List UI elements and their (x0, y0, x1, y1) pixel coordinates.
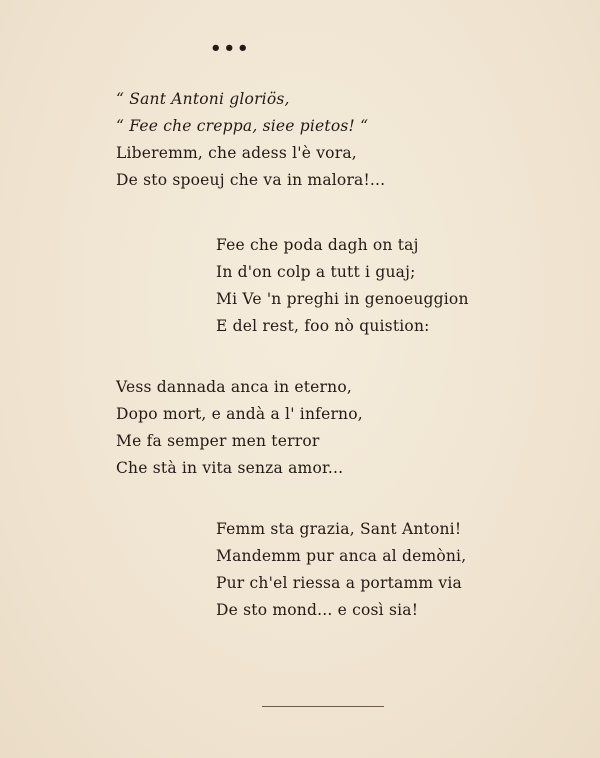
poem-line: E del rest, foo nò quistion: (216, 317, 430, 335)
poem-line: In d'on colp a tutt i guaj; (216, 263, 416, 281)
poem-line: Me fa semper men terror (116, 432, 320, 450)
stanza-1 (116, 86, 385, 194)
poem-line: “ Sant Antoni gloriös, (116, 90, 290, 108)
poem-line: Che stà in vita senza amor... (116, 459, 344, 477)
poem-line: Femm sta grazia, Sant Antoni! (216, 520, 462, 538)
poem-line: Liberemm, che adess l'è vora, (116, 144, 357, 162)
stanza-3 (116, 374, 363, 482)
stanza-2 (216, 232, 469, 340)
poem-line: De sto spoeuj che va in malora!... (116, 171, 386, 189)
poem-line: Mi Ve 'n preghi in genoeuggion (216, 290, 469, 308)
ornament-dots: ••• (210, 38, 251, 59)
poem-line: “ Fee che creppa, siee pietos! “ (116, 117, 369, 135)
poem-line: Vess dannada anca in eterno, (116, 378, 353, 396)
stanza-4 (216, 516, 466, 624)
poem-line: Fee che poda dagh on taj (216, 236, 419, 254)
poem-line: Dopo mort, e andà a l' inferno, (116, 405, 363, 423)
poem-line: Pur ch'el riessa a portamm via (216, 574, 462, 592)
poem-line: De sto mond... e così sia! (216, 601, 419, 619)
poem-line: Mandemm pur anca al demòni, (216, 547, 467, 565)
closing-rule (262, 706, 384, 707)
